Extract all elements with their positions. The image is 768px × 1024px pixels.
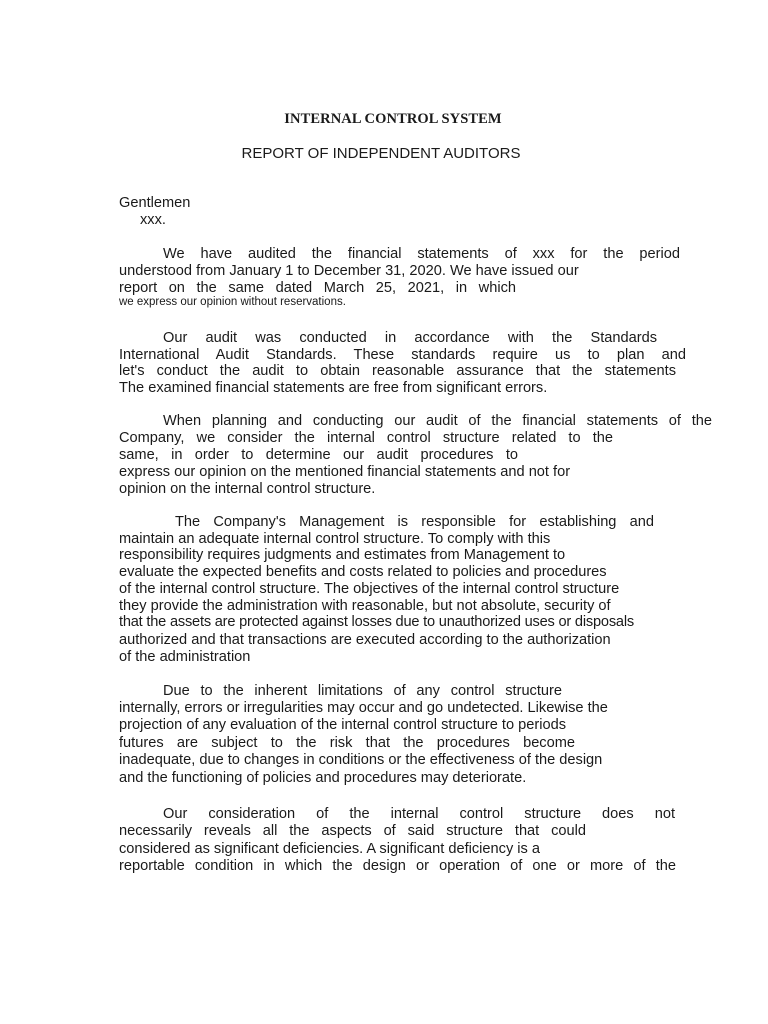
paragraph-4-line-2: maintain an adequate internal control structure. To comply with this xyxy=(119,531,551,547)
addressee: xxx. xyxy=(140,212,166,228)
paragraph-2-line-2: International Audit Standards. These standards require us to plan and xyxy=(119,347,686,363)
paragraph-2-line-3: let's conduct the audit to obtain reasonable assurance that the statements xyxy=(119,363,676,379)
paragraph-5-line-2: internally, errors or irregularities may occur and go undetected. Likewise the xyxy=(119,700,608,716)
paragraph-1-line-3: report on the same dated March 25, 2021, in which xyxy=(119,280,516,296)
document-subtitle: REPORT OF INDEPENDENT AUDITORS xyxy=(241,145,521,162)
paragraph-1-line-2: understood from January 1 to December 31, 2020. We have issued our xyxy=(119,263,579,279)
paragraph-5-line-6: and the functioning of policies and procedures may deteriorate. xyxy=(119,770,527,786)
paragraph-3-line-5: opinion on the internal control structure. xyxy=(119,481,376,497)
paragraph-2-line-4: The examined financial statements are free from significant errors. xyxy=(119,380,548,396)
paragraph-5-line-1: Due to the inherent limitations of any control structure xyxy=(163,683,562,699)
paragraph-4-line-9: of the administration xyxy=(119,649,251,665)
paragraph-4-line-8: authorized and that transactions are executed according to the authorization xyxy=(119,632,611,648)
paragraph-4-line-4: evaluate the expected benefits and costs related to policies and procedures xyxy=(119,564,607,580)
paragraph-5-line-4: futures are subject to the risk that the procedures become xyxy=(119,735,575,751)
paragraph-5-line-3: projection of any evaluation of the internal control structure to periods xyxy=(119,717,566,733)
paragraph-4-line-1: The Company's Management is responsible for establishing and xyxy=(175,514,654,530)
document-title: INTERNAL CONTROL SYSTEM xyxy=(284,111,502,127)
paragraph-6-line-4: reportable condition in which the design or operation of one or more of the xyxy=(119,858,676,874)
paragraph-3-line-1: When planning and conducting our audit of the financial statements of the xyxy=(163,413,712,429)
paragraph-1-line-4: we express our opinion without reservations. xyxy=(119,296,346,308)
paragraph-6-line-2: necessarily reveals all the aspects of said structure that could xyxy=(119,823,586,839)
paragraph-3-line-2: Company, we consider the internal control structure related to the xyxy=(119,430,613,446)
paragraph-2-line-1: Our audit was conducted in accordance with the Standards xyxy=(163,330,657,346)
salutation: Gentlemen xyxy=(119,195,191,211)
paragraph-5-line-5: inadequate, due to changes in conditions or the effectiveness of the design xyxy=(119,752,603,768)
paragraph-6-line-3: considered as significant deficiencies. A significant deficiency is a xyxy=(119,841,541,857)
paragraph-4-line-5: of the internal control structure. The objectives of the internal control structure xyxy=(119,581,620,597)
paragraph-3-line-4: express our opinion on the mentioned financial statements and not for xyxy=(119,464,571,480)
paragraph-4-line-6: they provide the administration with reasonable, but not absolute, security of xyxy=(119,598,611,614)
paragraph-1-line-1: We have audited the financial statements of xxx for the period xyxy=(163,246,680,262)
paragraph-6-line-1: Our consideration of the internal control structure does not xyxy=(163,806,675,822)
paragraph-3-line-3: same, in order to determine our audit procedures to xyxy=(119,447,518,463)
paragraph-4-line-7: that the assets are protected against losses due to unauthorized uses or disposals xyxy=(119,614,634,630)
paragraph-4-line-3: responsibility requires judgments and estimates from Management to xyxy=(119,547,566,563)
